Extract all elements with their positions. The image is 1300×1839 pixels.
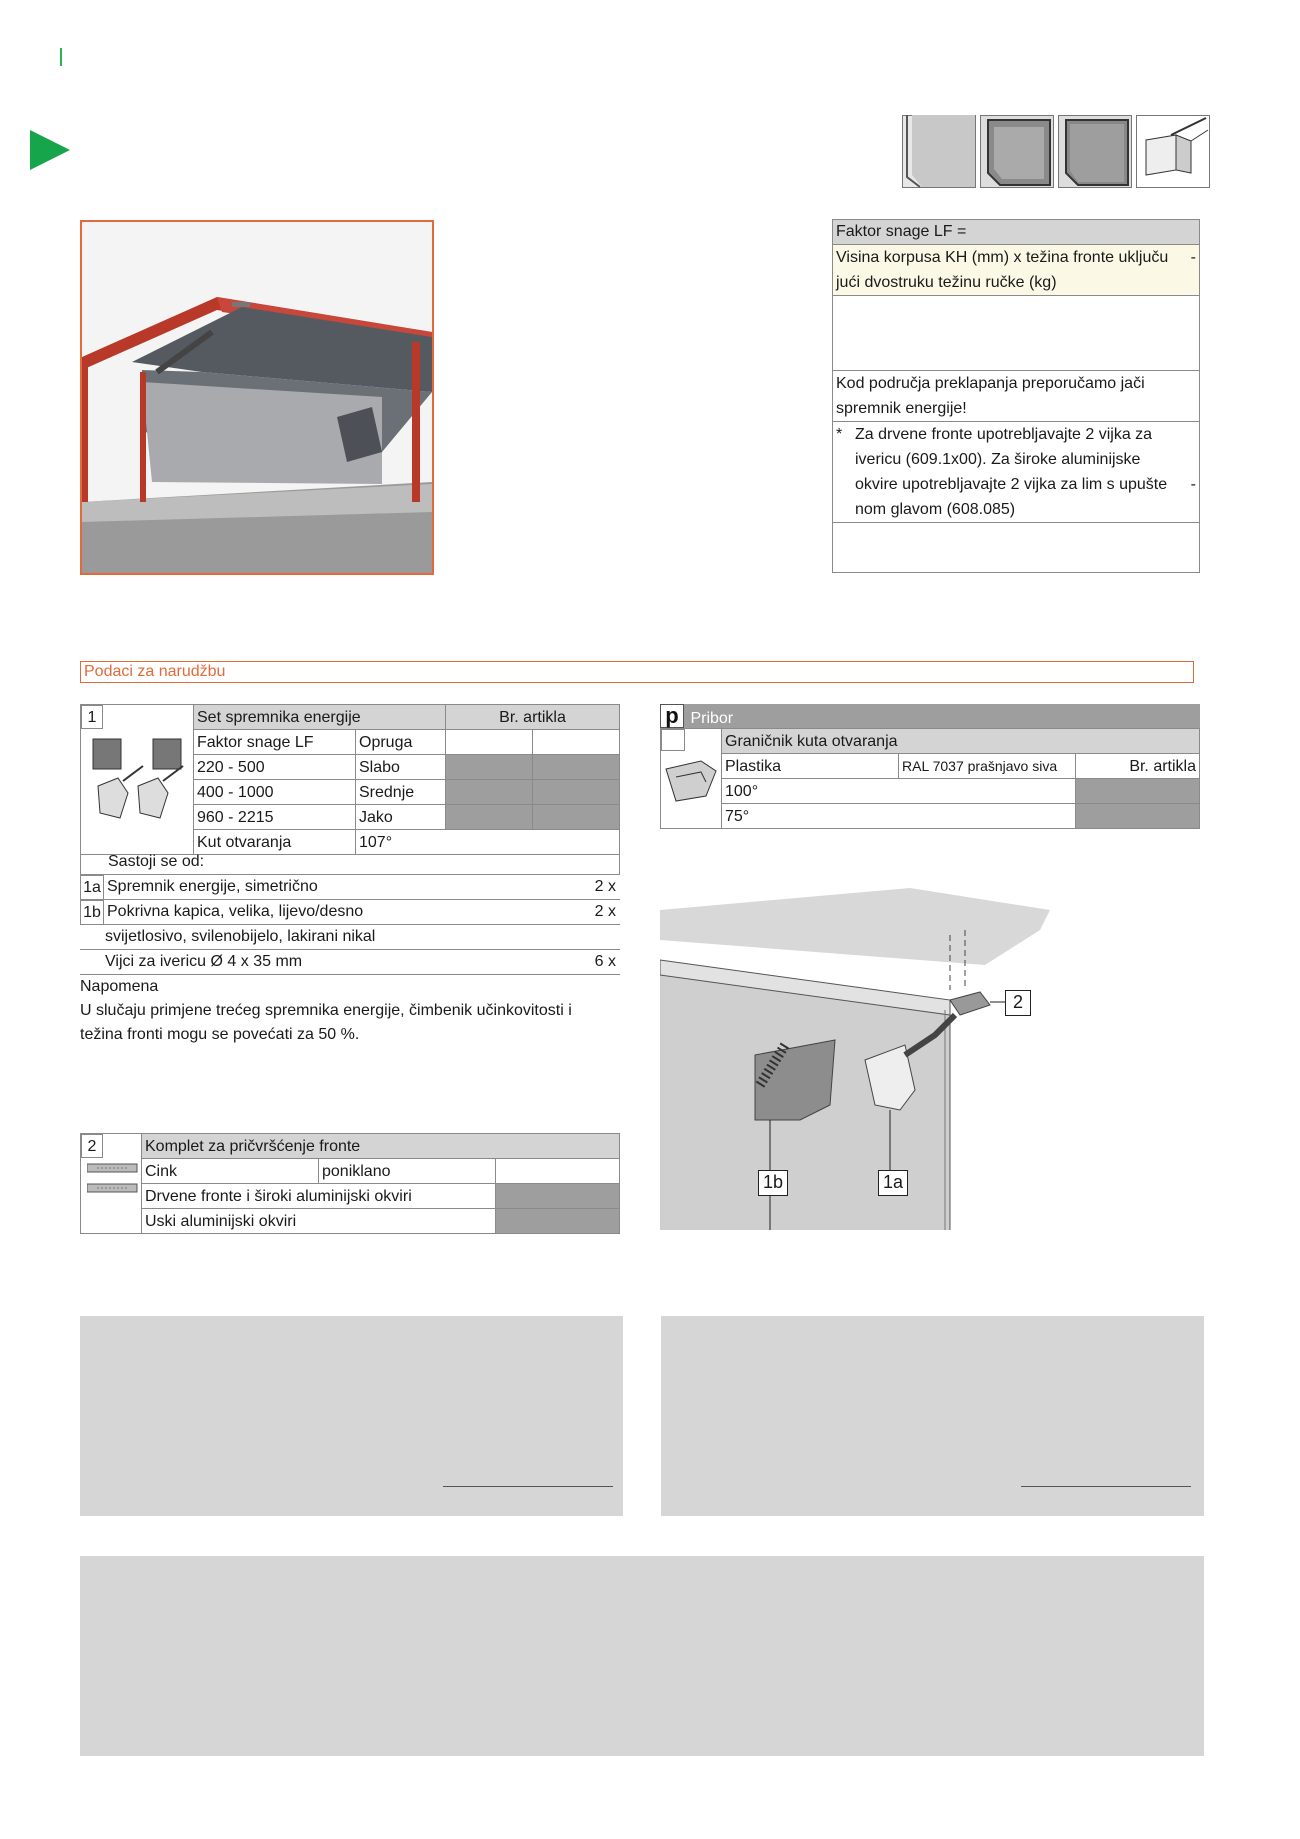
col-spring: Opruga [356, 730, 446, 755]
energy-storage-icon [83, 731, 193, 831]
accessory-article-header: Br. artikla [1076, 754, 1200, 779]
front-alu-wide-icon [980, 115, 1054, 188]
set2-title: Komplet za pričvršćenje fronte [142, 1134, 620, 1159]
table-row: 75° [661, 804, 1200, 829]
note-line2: težina fronti mogu se povećati za 50 %. [80, 1026, 360, 1043]
angle-stop-icon [661, 749, 721, 809]
note-title: Napomena [80, 978, 159, 995]
page-marker [60, 48, 62, 66]
set2-material: Cink [142, 1159, 319, 1184]
angle-label: Kut otvaranja [194, 830, 356, 855]
section-arrow-icon [30, 130, 72, 170]
accessory-color: RAL 7037 prašnjavo siva [899, 754, 1076, 779]
set1-article-header: Br. artikla [446, 705, 620, 730]
callout-1a: 1a [878, 1170, 908, 1196]
set1-number: 1 [81, 705, 103, 729]
callout-2: 2 [1005, 990, 1031, 1016]
front-type-thumbnails [902, 115, 1212, 188]
product-photo [80, 220, 434, 575]
note-line3: okvire upotrebljavajte 2 vijka za lim s upušte [855, 476, 1168, 493]
lf-screw-note [833, 422, 1199, 523]
grey-panel-bottom [80, 1556, 1204, 1756]
lf-formula-dash: - [1190, 249, 1196, 266]
note-line1: Za drvene fronte upotrebljavajte 2 vijka za [855, 426, 1153, 443]
note-line4: nom glavom (608.085) [855, 501, 1016, 518]
callout-1b: 1b [758, 1170, 788, 1196]
set2-number: 2 [81, 1134, 103, 1158]
note-line1: U slučaju primjene trećeg spremnika energije, čimbenik učinkovitosti i [80, 1002, 572, 1019]
parts-list [80, 850, 620, 1047]
list-item: 1b Pokrivna kapica, velika, lijevo/desno 2 x [80, 900, 620, 925]
table-row: 100° [661, 779, 1200, 804]
set1-title: Set spremnika energije [194, 705, 446, 730]
accessory-item: Graničnik kuta otvaranja [722, 729, 1200, 754]
table-row: 400 - 1000 Srednje [81, 780, 620, 805]
table-row: Uski aluminijski okviri [81, 1209, 620, 1234]
table-row: 960 - 2215 Jako [81, 805, 620, 830]
col-force-factor: Faktor snage LF [194, 730, 356, 755]
screw-icon [87, 1162, 143, 1202]
cabinet-open-icon [1136, 115, 1210, 188]
accessory-badge: p [660, 704, 684, 728]
lf-formula [833, 245, 1199, 296]
accessory-header [660, 704, 1200, 728]
list-item: 1a Spremnik energije, simetrično 2 x [80, 875, 620, 900]
note-star: * [836, 426, 843, 443]
front-alu-narrow-icon [1058, 115, 1132, 188]
list-item: svijetlosivo, svilenobijelo, lakirani nikal [80, 925, 620, 950]
accessory-title: Pribor [690, 710, 734, 727]
lf-info-box [832, 219, 1200, 573]
table-row: Drvene fronte i široki aluminijski okviri [81, 1184, 620, 1209]
lf-blank [833, 296, 1199, 371]
list-item: Vijci za ivericu Ø 4 x 35 mm 6 x [80, 950, 620, 975]
lf-title: Faktor snage LF = [833, 220, 1199, 245]
accessory-block [660, 703, 1200, 825]
angle-value: 107° [356, 830, 620, 855]
installation-diagram [660, 880, 1050, 1230]
overlap-line2: spremnik energije! [836, 400, 967, 417]
front-wood-icon [902, 115, 976, 188]
table-row: 220 - 500 Slabo [81, 755, 620, 780]
consists-label: Sastoji se od: [80, 850, 620, 875]
lf-formula-line2: jući dvostruku težinu ručke (kg) [836, 274, 1057, 291]
order-heading: Podaci za narudžbu [80, 661, 1194, 683]
note-line2: ivericu (609.1x00). Za široke aluminijske [855, 451, 1141, 468]
note-dash: - [1190, 476, 1196, 493]
accessory-material: Plastika [722, 754, 899, 779]
grey-panel-left [80, 1316, 623, 1516]
lf-overlap-note [833, 371, 1199, 422]
grey-panel-right [661, 1316, 1204, 1516]
set2-finish: poniklano [319, 1159, 496, 1184]
overlap-line1: Kod područja preklapanja preporučamo jači [836, 375, 1145, 392]
lf-formula-line1: Visina korpusa KH (mm) x težina fronte uključu [836, 249, 1169, 266]
